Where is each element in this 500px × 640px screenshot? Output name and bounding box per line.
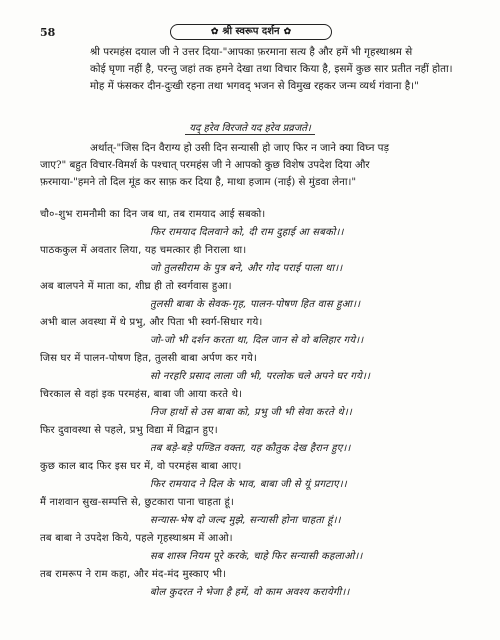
verse-line: सब शास्त्र नियम पूरे करके, चाहे फिर सन्यासी कहलाओ।। (150, 551, 363, 562)
verse-line: फिर रामयाद ने दिल के भाव, बाबा जी से यूं प्रगटाए।। (150, 479, 347, 490)
paragraph-meaning (40, 140, 480, 191)
verse-line: तब बड़े-बड़े पण्डित वक्ता, यह कौतुक देख हैरान हुए।। (150, 443, 351, 454)
paragraph-line: अर्थात्-"जिस दिन वैराग्य हो उसी दिन सन्यासी हो जाए फिर न जाने क्या विघ्न पड़ (90, 142, 390, 154)
flower-ornament-icon: ✿ (283, 27, 292, 37)
verse-line: मैं नाशवान सुख-सम्पत्ति से, छुटकारा पाना चाहता हूं। (40, 497, 234, 508)
verse-line: बोल कुदरत ने भेजा है हमें, वो काम अवश्य करायेगी।। (150, 587, 350, 598)
verse-line: पाठककुल में अवतार लिया, यह चमत्कार ही निराला था। (40, 245, 247, 256)
paragraph-line: कोई घृणा नहीं है, परन्तु जहां तक हमने देखा तथा विचार किया है, इसमें कुछ सार प्रतीत नहीं होता। (90, 63, 453, 75)
verse-line: चिरकाल से वहां इक परमहंस, बाबा जी आया करते थे। (40, 389, 243, 400)
verse-line: जो-जो भी दर्शन करता था, दिल जान से वो बलिहार गये।। (150, 335, 364, 346)
verse-line: अब बालपने में माता का, शीघ्र ही तो स्वर्गवास हुआ। (40, 281, 232, 292)
verse-line: तब बाबा ने उपदेश किये, पहले गृहस्थाश्रम में आओ। (40, 533, 233, 544)
verse-line: जिस घर में पालन-पोषण हित, तुलसी बाबा अर्पण कर गये। (40, 353, 257, 364)
verse-line: तुलसी बाबा के सेवक-गृह, पालन-पोषण हित वास हुआ।। (150, 299, 361, 310)
verse-line: जो तुलसीराम के पुत्र बने, और गोद पराई पाला था।। (150, 263, 343, 274)
paragraph-line: जाए?" बहुत विचार-विमर्श के पश्चात् परमहंस जी ने आपको कुछ विशेष उपदेश दिया और (40, 159, 370, 171)
verse-line: कुछ काल बाद फिर इस घर में, वो परमहंस बाबा आए। (40, 461, 242, 472)
running-title-box (170, 24, 332, 40)
flower-ornament-icon: ✿ (210, 27, 219, 37)
verse-line: अभी बाल अवस्था में थे प्रभु, और पिता भी स्वर्ग-सिधार गये। (40, 317, 263, 328)
verse-line: तब रामरूप ने राम कहा, और मंद-मंद मुस्काए भी। (40, 569, 227, 580)
verse-line: चौ०-शुभ रामनौमी का दिन जब था, तब रामयाद आई सबको। (40, 209, 266, 220)
verse-line: सो नरहरि प्रसाद लाला जी भी, परलोक चले अपने घर गये।। (150, 371, 371, 382)
verse-line: निज हाथों से उस बाबा को, प्रभु जी भी सेवा करते थे।। (150, 407, 352, 418)
paragraph-line: मोह में फंसकर दीन-दुःखी रहना तथा भगवद् भजन से विमुख रहकर जन्म व्यर्थ गंवाना है।" (90, 80, 419, 92)
verse-line: सन्यास-भेष दो जल्द मुझे, सन्यासी होना चाहता हूं।। (150, 515, 341, 526)
verse-line: फिर दुवावस्था से पहले, प्रभु विद्या में विद्वान हुए। (40, 425, 218, 436)
running-title: श्री स्वरूप दर्शन (222, 26, 280, 37)
verse-line: फिर रामयाद दिलवाने को, दी राम दुहाई आ सबको।। (150, 227, 344, 238)
paragraph-line: फ़रमाया-"हमने तो दिल मूंड कर साफ़ कर दिया है, माथा हजाम (नाई) से मुंडवा लेना।" (40, 176, 357, 188)
page-number: 58 (40, 26, 56, 39)
paragraph-reply (40, 44, 480, 95)
sanskrit-quote (0, 120, 500, 134)
paragraph-line: श्री परमहंस दयाल जी ने उत्तर दिया-"आपका फ़रमाना सत्य है और हमें भी गृहस्थाश्रम से (90, 46, 413, 58)
page-header (0, 22, 500, 42)
sanskrit-text: यद् हरेव विरजते यद हरेव प्रव्रजते। (185, 123, 315, 135)
